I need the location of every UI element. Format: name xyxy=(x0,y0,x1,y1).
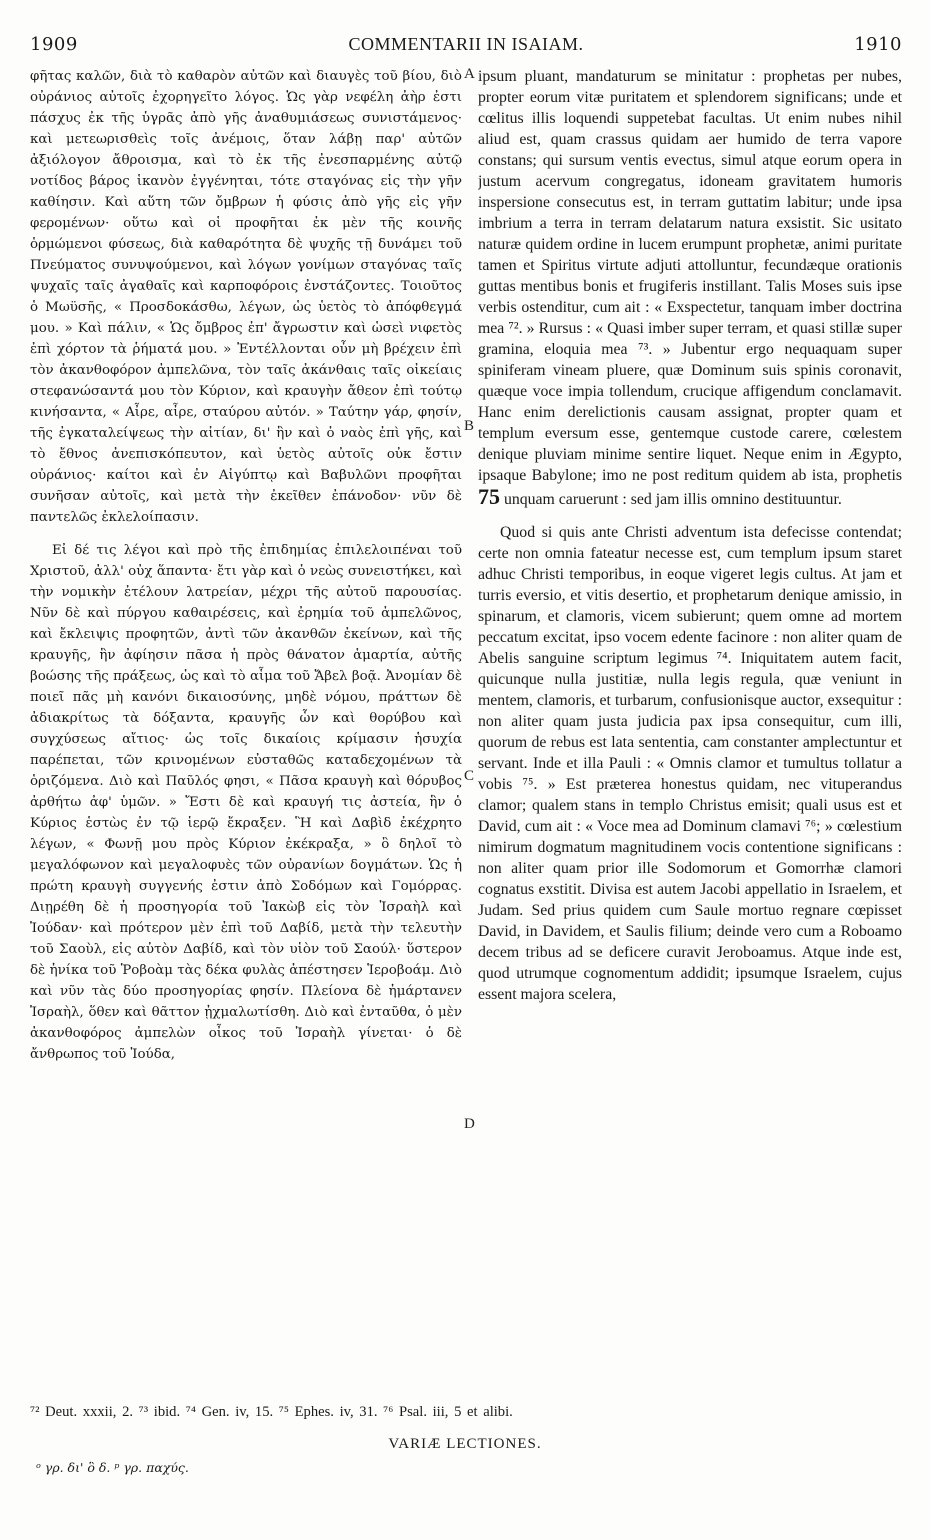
latin-paragraph-1a: ipsum pluant, mandaturum se minitatur : prophetas per nubes, propter eorum vitæ puritatem et splendorem significans; unde et cœlitus illis loquendi suppetebat facultas. Ut enim nubes nihil aliud est, quam crassus quidam aer humido de terra vapore constans; qui sursum ventis evectus, simul atque eorum opera in justum acervum congregatus, idoneam gravitatem humoris inspersione consecutus est, in terram guttatim labitur; unde ipsa imbrium a terra in terram delatarum natura exsistit. Sic usitato naturæ quidem ordine in lucem erumpunt prophetæ, animi puritate tamen et Spiritus virtute adjuti attolluntur, fecundæque orationis guttas mentibus bonis et frugiferis instillant. Talis Moses suis ipse verbis ostenditur, cum ait : « Exspectetur, tanquam imber doctrina mea ⁷². » Rursus : « Quasi imber super terram, et quasi stillæ super gramina, eloquia mea ⁷³. » Jubentur ergo nequaquam super spiniferam vineam pluere, quæ Dominum suis spinis coronavit, quæque voce impia tollendum, crucique affigendum conclamavit. Hanc enim derelictionis causam assignat, propter quam et templum eversum esse, gentemque custode carere, cœlestem denique pluviam minime sentire liquet. Neque enim in Ægypto, ipsaque Babylone; imo ne post reditum quidem ab ista, prophetis xyxy=(478,68,902,484)
variant-readings: ᵒ γρ. δι' ὃ δ. ᵖ γρ. παχύς. xyxy=(36,1460,189,1475)
greek-paragraph-1: φῆτας καλῶν, διὰ τὸ καθαρὸν αὐτῶν καὶ διαυγὲς τοῦ βίου, διὸ οὐράνιος αὐτοῖς ἐχορηγεῖτο λόγος. Ὡς γὰρ νεφέλη ἀὴρ ἐστι πάσχυς ἐκ τῆς ὑγρᾶς ἀπὸ γῆς ἀναθυμιάσεως συνιστάμενος· καὶ μετεωρισθεὶς τοῖς ἀνέμοις, ὅταν λάβῃ παρ' αὐτῶν ἀξιόλογον ἄθροισμα, καὶ τὸ ἐκ τῆς ἐνεσπαρμένης αὐτῷ νοτίδος βάρος ἱκανὸν ἐγγένηται, τότε σταγόνας εἰς τὴν γῆν καθίησιν. Καὶ αὕτη τῶν ὄμβρων ἡ φύσις ἀπὸ γῆς εἰς γῆν φερομένων· οὕτω καὶ οἱ προφῆται ἐκ μὲν τῆς κοινῆς ὁρμώμενοι φύσεως, διὰ καθαρότητα δὲ ψυχῆς τῇ δυνάμει τοῦ Πνεύματος συνυψούμενοι, καὶ λόγων γονίμων σταγόνας ταῖς ψυχαῖς ταῖς ἀγαθαῖς καὶ καρποφόροις ἐνστάζοντες. Τοιοῦτος ὁ Μωϋσῆς, « Προσδοκάσθω, λέγων, ὡς ὑετὸς τὸ ἀπόφθεγμά μου. » Καὶ πάλιν, « Ὡς ὄμβρος ἐπ' ἄγρωστιν καὶ ὡσεὶ νιφετὸς ἐπὶ χόρτον τὰ ῥήματά μου. » Ἐντέλλονται οὖν μὴ βρέχειν ἐπὶ τὸν ἀκανθοφόρον ἀμπελῶνα, τὸν ταῖς ἀκάνθαις ταῖς οἰκείαις στεφανώσαντά μου τὸν Κύριον, καὶ κραυγὴν ἄθεον ἐπὶ τούτῳ κινήσαντα, « Αἶρε, αἶρε, σταύρου αὐτόν. » Ταύτην γάρ, φησίν, τῆς ἐγκαταλείψεως τὴν αἰτίαν, δι' ἣν καὶ ὁ ναὸς ἐπὶ γῆς, καὶ τὸ ἔθνος ἀνεπισκόπευτον, καὶ ὑετὸς αὐτοῖς οὐκ ἔστιν οὐράνιος· καίτοι καὶ ἐν Αἰγύπτῳ καὶ Βαβυλῶνι προφῆται συνῆσαν αὐτοῖς, καὶ μετὰ τὴν ἐκεῖθεν ἐπάνοδον· νῦν δὲ παντελῶς ἐκλελοίπασιν. xyxy=(30,69,462,525)
variae-lectiones-title: VARIÆ LECTIONES. xyxy=(388,1436,542,1452)
running-title: COMMENTARII IN ISAIAM. xyxy=(348,34,584,54)
old-page-number: 75 xyxy=(478,484,500,509)
footnotes: ⁷² Deut. xxxii, 2. ⁷³ ibid. ⁷⁴ Gen. iv, 15. ⁷⁵ Ephes. iv, 31. ⁷⁶ Psal. iii, 5 et alibi. xyxy=(30,1404,513,1420)
latin-paragraph-1b: unquam caruerunt : sed jam illis omnino destituuntur. xyxy=(503,491,842,508)
latin-paragraph-1 xyxy=(478,66,902,510)
greek-paragraph-2: Εἰ δέ τις λέγοι καὶ πρὸ τῆς ἐπιδημίας ἐπιλελοιπέναι τοῦ Χριστοῦ, ἀλλ' οὐχ ἅπαντα· ἔτι γὰρ καὶ ὁ νεὼς συνειστήκει, καὶ τὴν νομικὴν ἐτέλουν λατρείαν, μέχρι τῆς αὐτοῦ παρουσίας. Νῦν δὲ καὶ πύργου καθαιρέσεις, καὶ ἐρημία τοῦ ἀμπελῶνος, καὶ ἔκλειψις προφητῶν, ἀντὶ τῶν ἀκανθῶν ἐκείνων, καὶ τῆς κραυγῆς, ἣν ἀφίησιν πᾶσα ἡ πρὸς θάνατον ἁμαρτία, αὐτῆς βοώσης τῆς πράξεως, ὡς καὶ τὸ αἷμα τοῦ Ἄβελ βοᾷ. Ἀνομίαν δὲ ποιεῖ πᾶς μὴ κανόνι δικαιοσύνης, μηδὲ νόμου, πράττων δὲ ἀδιακρίτως τὰ δόξαντα, κραυγῆς ὧν καὶ θορύβου καὶ συγχύσεως αἴτιος· ὡς τοῖς δικαίοις κρίμασιν ἡσυχία παρέπεται, τῶν κρινομένων εὐσταθῶς καταδεχομένων τὰ ὁριζόμενα. Διὸ καὶ Παῦλός φησι, « Πᾶσα κραυγὴ καὶ θόρυβος ἀρθήτω ἀφ' ὑμῶν. » Ἔστι δὲ καὶ κραυγή τις ἀστεία, ἣν ὁ Κύριος ἑστὼς ἐν τῷ ἱερῷ ἔκραξεν. Ἣ καὶ Δαβὶδ ἐκέχρητο λέγων, « Φωνῇ μου πρὸς Κύριον ἐκέκραξα, » ὃ δηλοῖ τὸ μεγαλόφωνον καὶ μεγαλοφυὲς τῶν οὐρανίων δογμάτων. Ὡς ἡ πρώτη κραυγὴ συγγενής ἐστιν ἀπὸ Σοδόμων καὶ Γομόρρας. Διῃρέθη δὲ ἡ προσηγορία τοῦ Ἰακὼβ εἰς τὸν Ἰσραὴλ καὶ Ἰούδαν· καὶ πρότερον μὲν ἐπὶ τοῦ Δαβίδ, μετὰ τὴν τελευτὴν τοῦ Σαοὺλ, εἰς αὐτὸν Δαβίδ, καὶ τὸν υἱὸν τοῦ Σαούλ· ὕστερον δὲ ἡνίκα τοῦ Ῥοβοὰμ τὰς δέκα φυλὰς ἀπέστησεν Ἱεροβοάμ. Διὸ καὶ νῦν τὰς δύο προσηγορίας φησίν. Πλείονα δὲ ἡμάρτανεν Ἰσραὴλ, ὅθεν καὶ θᾶττον ᾐχμαλωτίσθη. Διὸ καὶ ἐνταῦθα, ὁ μὲν ἀκανθοφόρος ἀμπελὼν οἶκος τοῦ Ἰσραὴλ γίνεται· ὁ δὲ ἄνθρωπος τοῦ Ἰούδα, xyxy=(30,543,462,1062)
left-page-number: 1909 xyxy=(30,34,78,55)
latin-column xyxy=(478,66,902,1396)
page-header xyxy=(30,34,902,58)
margin-letter-d: D xyxy=(464,1116,475,1132)
margin-letter-b: B xyxy=(464,418,475,434)
margin-letter-a: A xyxy=(464,66,475,82)
right-page-number: 1910 xyxy=(854,34,902,55)
greek-column xyxy=(30,66,462,1396)
margin-letter-c: C xyxy=(464,768,475,784)
latin-paragraph-2: Quod si quis ante Christi adventum ista defecisse contendat; certe non omnia fateatur necesse est, cum templum ipsum staret adhuc Christi temporibus, in eoque vigeret legis cultus. At jam et turris eversio, et vitis desertio, et prophetarum denique amissio, in spinarum, et clamoris, vicem subierunt; quem omne ad mortem peccatum excitat, ipso vocem edente facinore : non aliter quam de Abelis sanguine scriptum legimus ⁷⁴. Iniquitatem autem facit, quicunque nulla justitiæ, nulla legis regula, quæ veniunt in mentem, clamoris, et turbarum, confusionisque auctor, exsequitur : non aliter quam justa judicia pax ipsa consequitur, cum illi, quorum de rebus est lata sententia, cam constanter amplectuntur et servant. Inde et illa Pauli : « Omnis clamor et tumultus tollatur a vobis ⁷⁵. » Est præterea honestus quidam, nec vituperandus clamor; qualem stans in templo Christus emisit; quali usus est et David, cum ait : « Voce mea ad Dominum clamavi ⁷⁶; » cœlestium nimirum dogmatum magnitudinem vocis contentione significans : non aliter quam prior ille Sodomorum et Gomorrhæ clamori cognatus exstitit. Divisa est autem Jacobi appellatio in Israelem, et Judam. Sed prius quidem cum Saule mortuo regnare cœpisset David, in Davidem, et Saulis filium; deinde vero cum a Roboamo decem tribus ad se deficere curavit Jeroboamus. Atque inde est, quod utrumque cognomentum addidit; ipsumque Israelem, cujus essent majora scelera, xyxy=(478,524,902,1003)
